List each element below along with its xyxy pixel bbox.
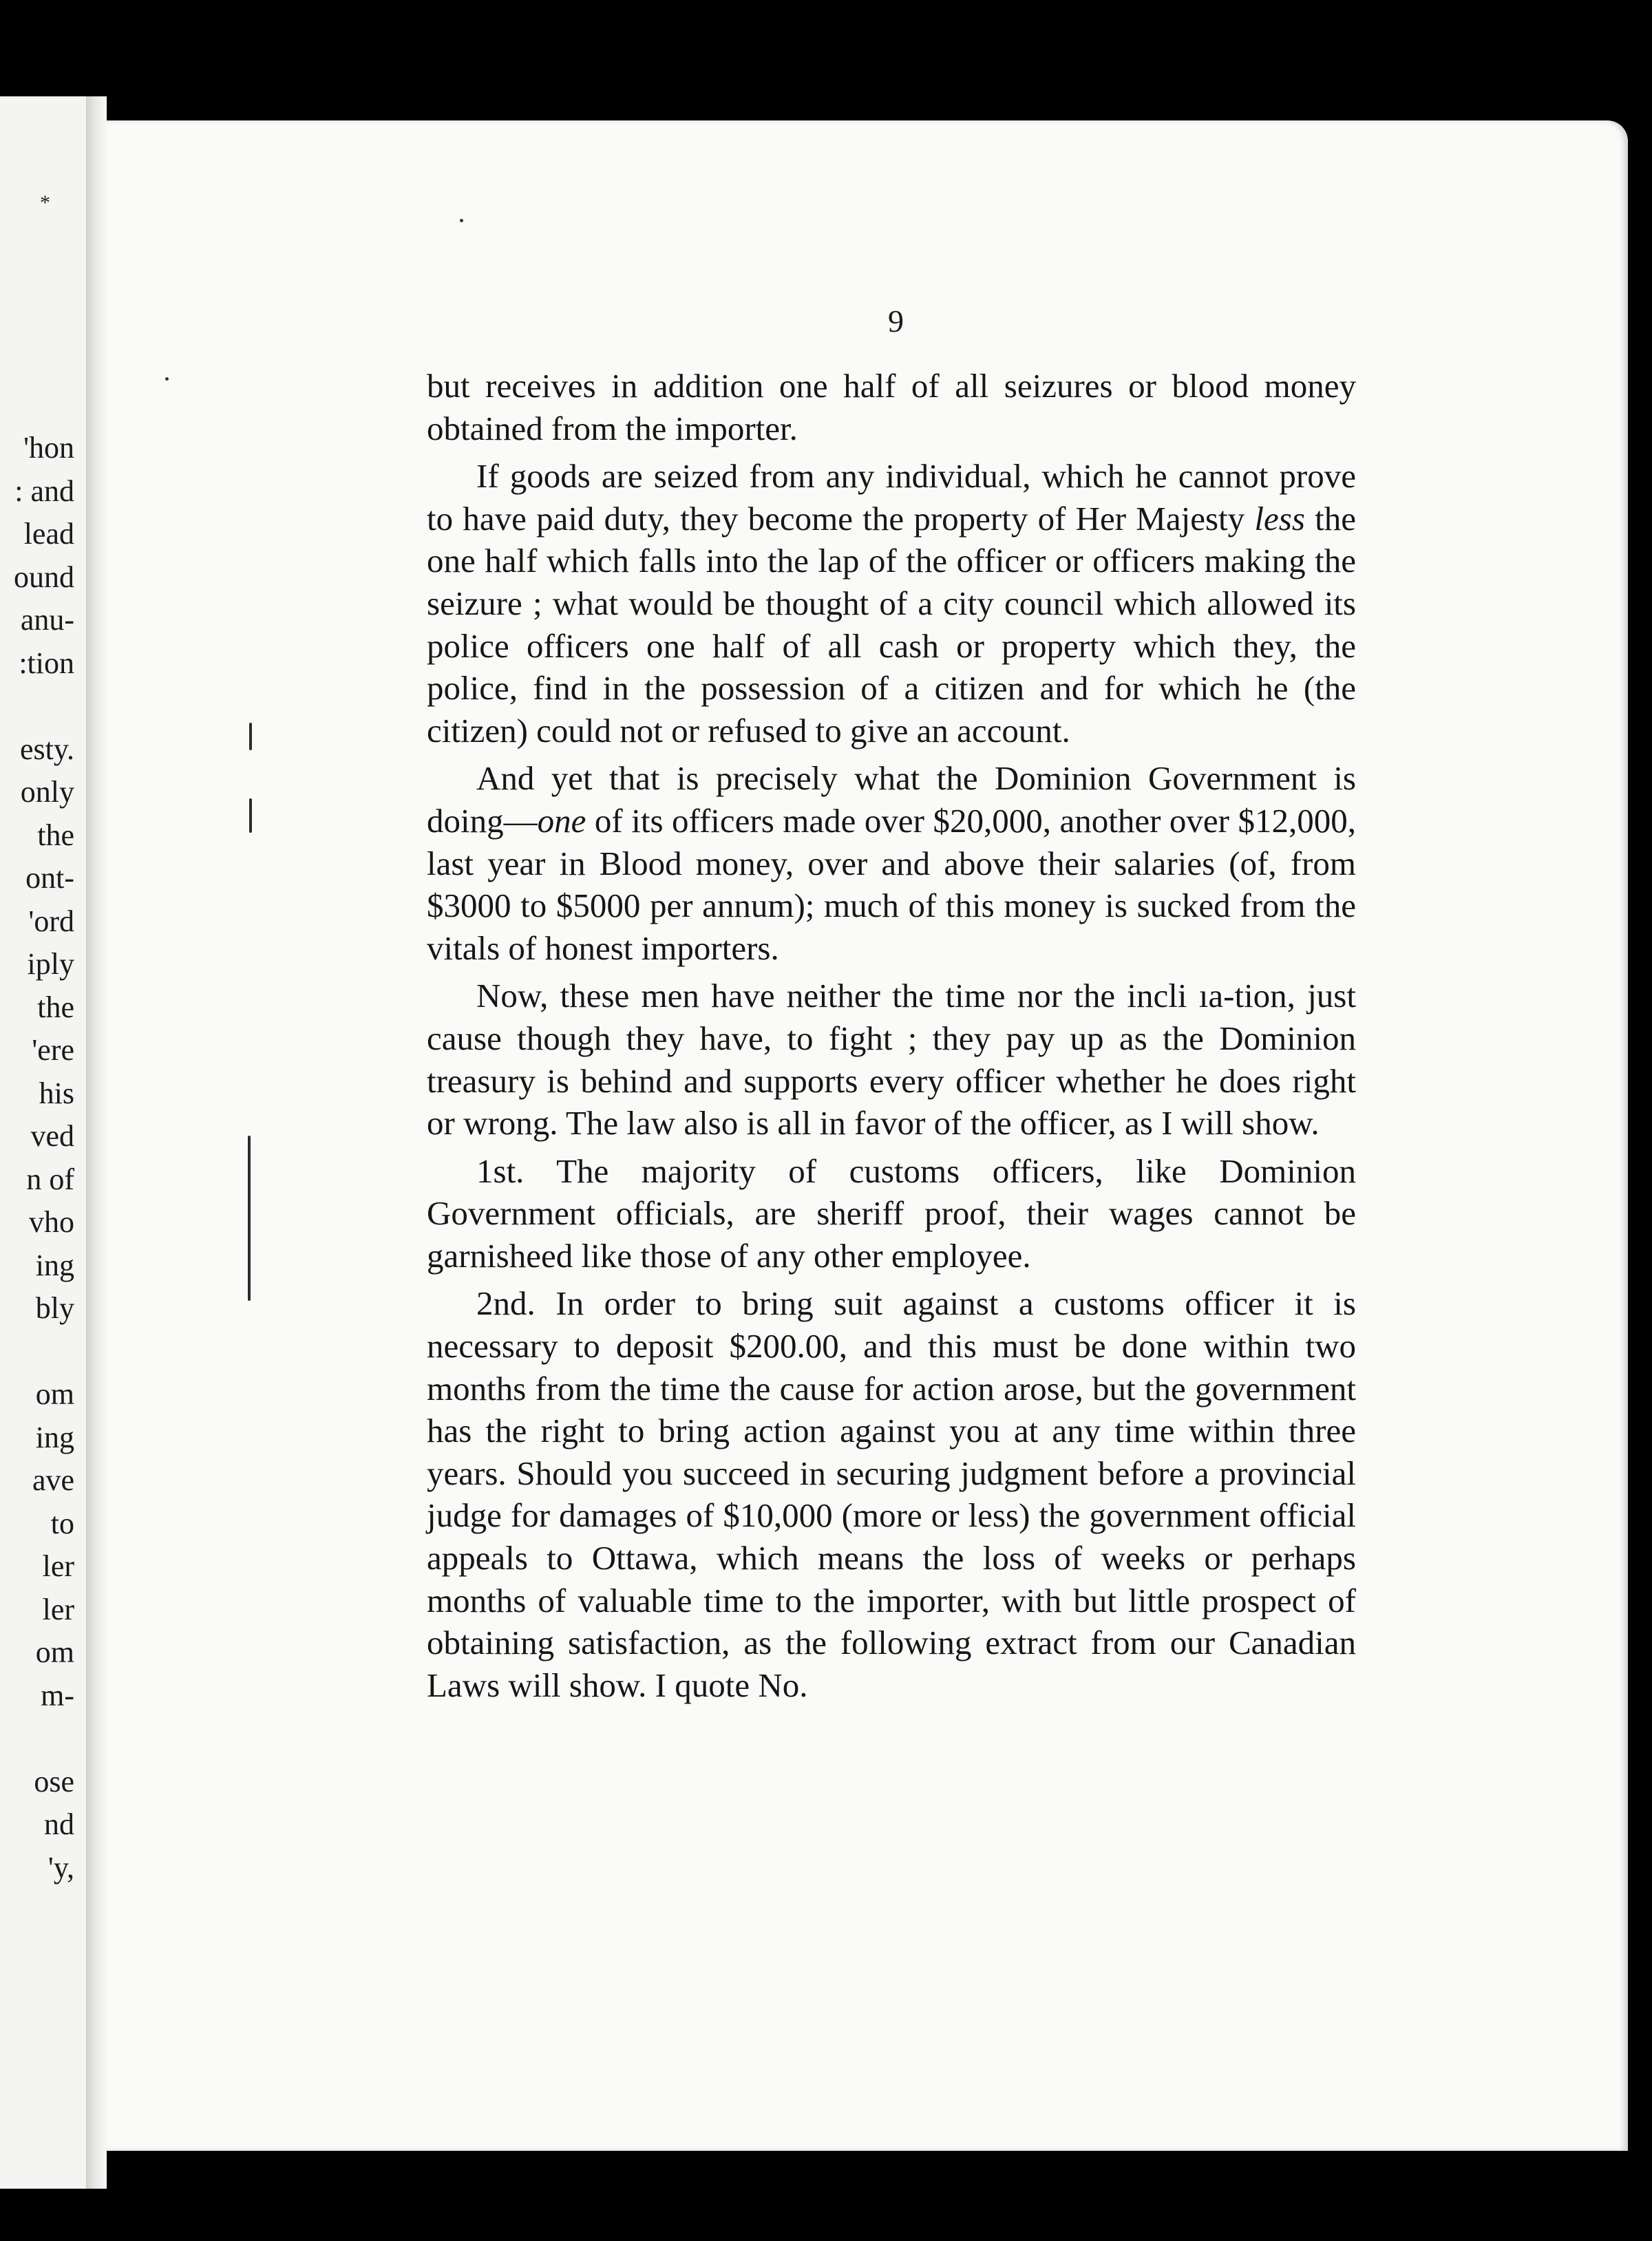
left-page-fragment: ing xyxy=(35,1420,74,1454)
left-page-fragment: 'ere xyxy=(32,1033,74,1067)
left-page-fragment: the xyxy=(37,818,74,852)
left-page-fragment: his xyxy=(39,1076,74,1110)
left-page-fragment: 'y, xyxy=(47,1850,74,1884)
book-gutter xyxy=(86,96,107,2189)
left-page-fragment xyxy=(0,685,74,728)
emphasis: less xyxy=(1254,499,1305,538)
margin-rule xyxy=(249,723,252,750)
left-page-fragment: : and xyxy=(14,474,74,508)
margin-rule xyxy=(248,1136,251,1301)
left-page-fragment: the xyxy=(37,990,74,1024)
paragraph: 1st. The majority of customs officers, like Dominion Government officials, are sheriff proof, their wages cannot be garnisheed like those of any other employee. xyxy=(427,1151,1356,1275)
left-page-fragment xyxy=(0,1330,74,1374)
left-page-fragment: esty. xyxy=(19,732,74,766)
left-page-fragment: ont- xyxy=(25,861,74,895)
left-page-fragment: ved xyxy=(30,1119,74,1153)
left-page-fragment: ound xyxy=(14,560,74,594)
left-page-fragment: m- xyxy=(41,1678,74,1712)
paragraph: If goods are seized from any individual, which he cannot prove to have paid duty, they become the property of Her Majesty less the one half which falls into the lap of the officer or officers making the seizure ; what would be thought of a city council which allowed its police officers one half of all cash or property which they, the police, find in the possession of a citizen and for which he (the citizen) could not or refused to give an account. xyxy=(427,457,1356,750)
left-page-fragment: anu- xyxy=(20,603,74,637)
left-page-fragment: iply xyxy=(27,947,74,981)
left-facing-page xyxy=(0,96,86,2189)
dust-speck xyxy=(165,377,169,381)
left-page-fragment: ose xyxy=(34,1764,74,1798)
left-page-fragment: :tion xyxy=(19,646,74,680)
paragraph: And yet that is precisely what the Dominion Government is doing—one of its officers made over $20,000, another over $12,000, last year in Blood money, over and above their salaries (of, from $3000 to $5000 per annum); much of this money is sucked from the vitals of honest importers. xyxy=(427,759,1356,967)
left-page-fragment: only xyxy=(20,775,74,809)
page-number: 9 xyxy=(888,304,904,339)
paragraph: 2nd. In order to bring suit against a customs officer it is necessary to deposit $200.00, and this must be done within two months from the time the cause for action arose, but the government has the right to bring action against you at any time within three years. Should you succeed in securing judgment before a provincial judge for damages of $10,000 (more or less) the government official appeals to Ottawa, which means the loss of weeks or perhaps months of valuable time to the importer, with but little prospect of obtaining satisfaction, as the following extract from our Canadian Laws will show. I quote No. xyxy=(427,1284,1356,1704)
left-page-fragment: ler xyxy=(42,1592,74,1626)
left-page-fragment: ing xyxy=(35,1248,74,1282)
left-page-fragment: to xyxy=(50,1506,74,1540)
margin-rule xyxy=(249,798,252,833)
dust-speck xyxy=(460,219,463,222)
left-page-fragment: 'ord xyxy=(28,904,74,938)
left-page-fragment: nd xyxy=(44,1807,74,1841)
left-page-fragment: vho xyxy=(29,1205,74,1239)
left-page-fragment: om xyxy=(35,1377,74,1411)
left-page-text-fragments xyxy=(0,427,74,1889)
paragraph: Now, these men have neither the time nor the incli ıa-tion, just cause though they have, to fight ; they pay up as the Dominion treasury is behind and supports every officer whether he does right or wrong. The law also is all in favor of the officer, as I will show. xyxy=(427,977,1356,1143)
paragraph: but receives in addition one half of all seizures or blood money obtained from the importer. xyxy=(427,367,1356,447)
page-body xyxy=(427,365,1356,1712)
left-page-fragment: n of xyxy=(26,1162,74,1196)
emphasis: one xyxy=(537,801,586,840)
left-page-fragment xyxy=(0,1717,74,1761)
left-page-fragment: 'hon xyxy=(23,431,74,465)
left-page-fragment: lead xyxy=(23,517,74,551)
left-page-fragment: om xyxy=(35,1635,74,1669)
left-page-fragment: bly xyxy=(35,1291,74,1325)
left-page-fragment: ler xyxy=(42,1549,74,1583)
left-page-fragment: ave xyxy=(32,1463,74,1497)
left-page-mark: * xyxy=(40,191,50,214)
